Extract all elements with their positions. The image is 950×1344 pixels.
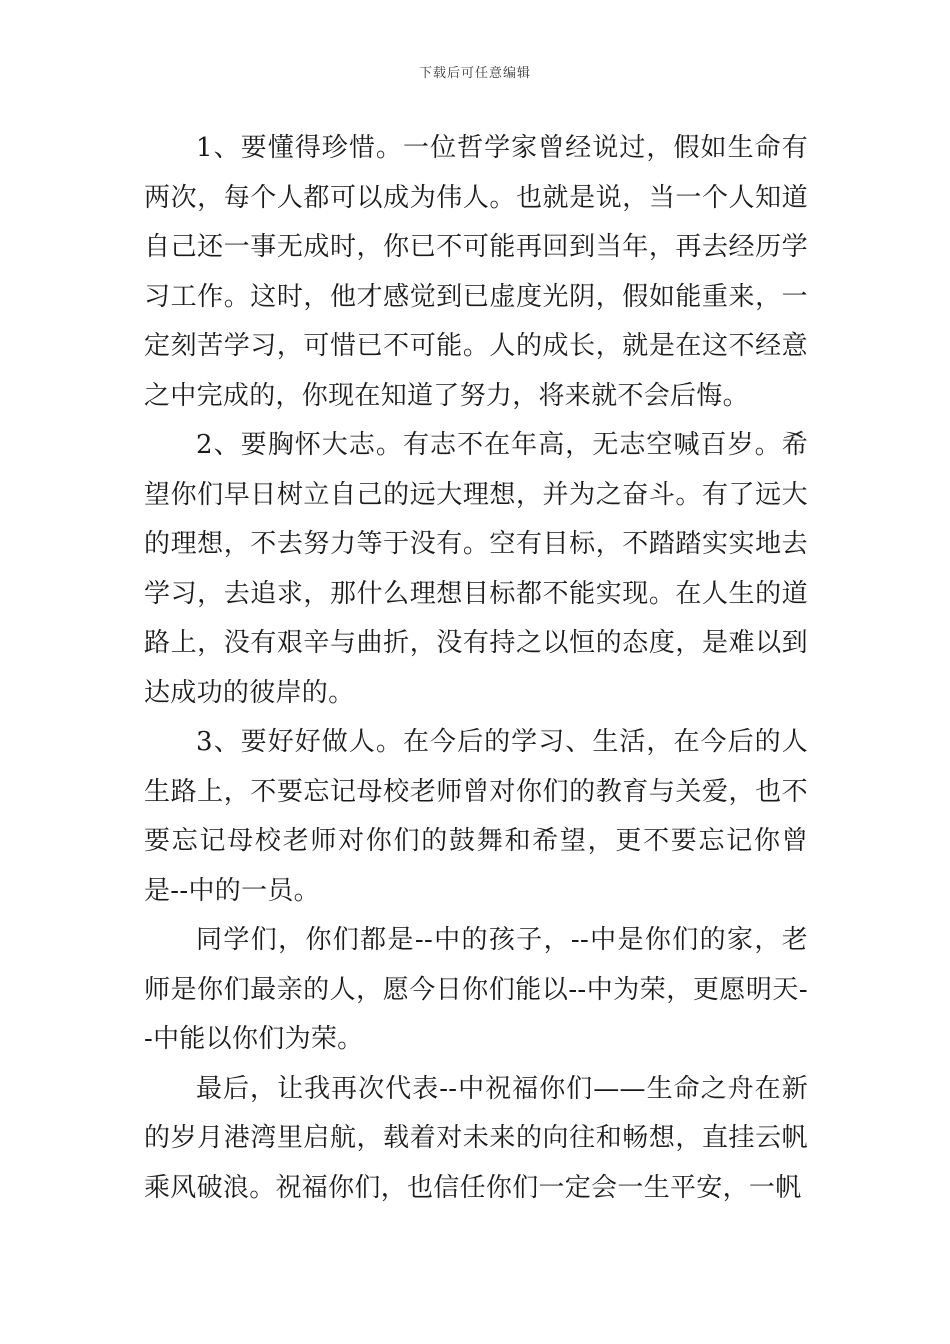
document-body <box>144 124 808 1213</box>
paragraph-closing: 最后，让我再次代表--中祝福你们——生命之舟在新的岁月港湾里启航，载着对未来的向往和畅想，直挂云帆乘风破浪。祝福你们，也信任你们一定会一生平安，一帆 <box>144 1073 808 1203</box>
paragraph-point-1: 1、要懂得珍惜。一位哲学家曾经说过，假如生命有两次，每个人都可以成为伟人。也就是说，当一个人知道自己还一事无成时，你已不可能再回到当年，再去经历学习工作。这时，他才感觉到已虚度光阴，假如能重来，一定刻苦学习，可惜已不可能。人的成长，就是在这不经意之中完成的，你现在知道了努力，将来就不会后悔。 <box>144 133 808 411</box>
paragraph-point-3: 3、要好好做人。在今后的学习、生活，在今后的人生路上，不要忘记母校老师曾对你们的教育与关爱，也不要忘记母校老师对你们的鼓舞和希望，更不要忘记你曾是--中的一员。 <box>144 727 808 906</box>
paragraph-point-2: 2、要胸怀大志。有志不在年高，无志空喊百岁。希望你们早日树立自己的远大理想，并为之奋斗。有了远大的理想，不去努力等于没有。空有目标，不踏踏实实地去学习，去追求，那什么理想目标都不能实现。在人生的道路上，没有艰辛与曲折，没有持之以恒的态度，是难以到达成功的彼岸的。 <box>144 430 808 708</box>
paragraph-classmates: 同学们，你们都是--中的孩子，--中是你们的家，老师是你们最亲的人，愿今日你们能以--中为荣，更愿明天--中能以你们为荣。 <box>144 925 808 1054</box>
page-header: 下载后可任意编辑 <box>418 66 531 81</box>
